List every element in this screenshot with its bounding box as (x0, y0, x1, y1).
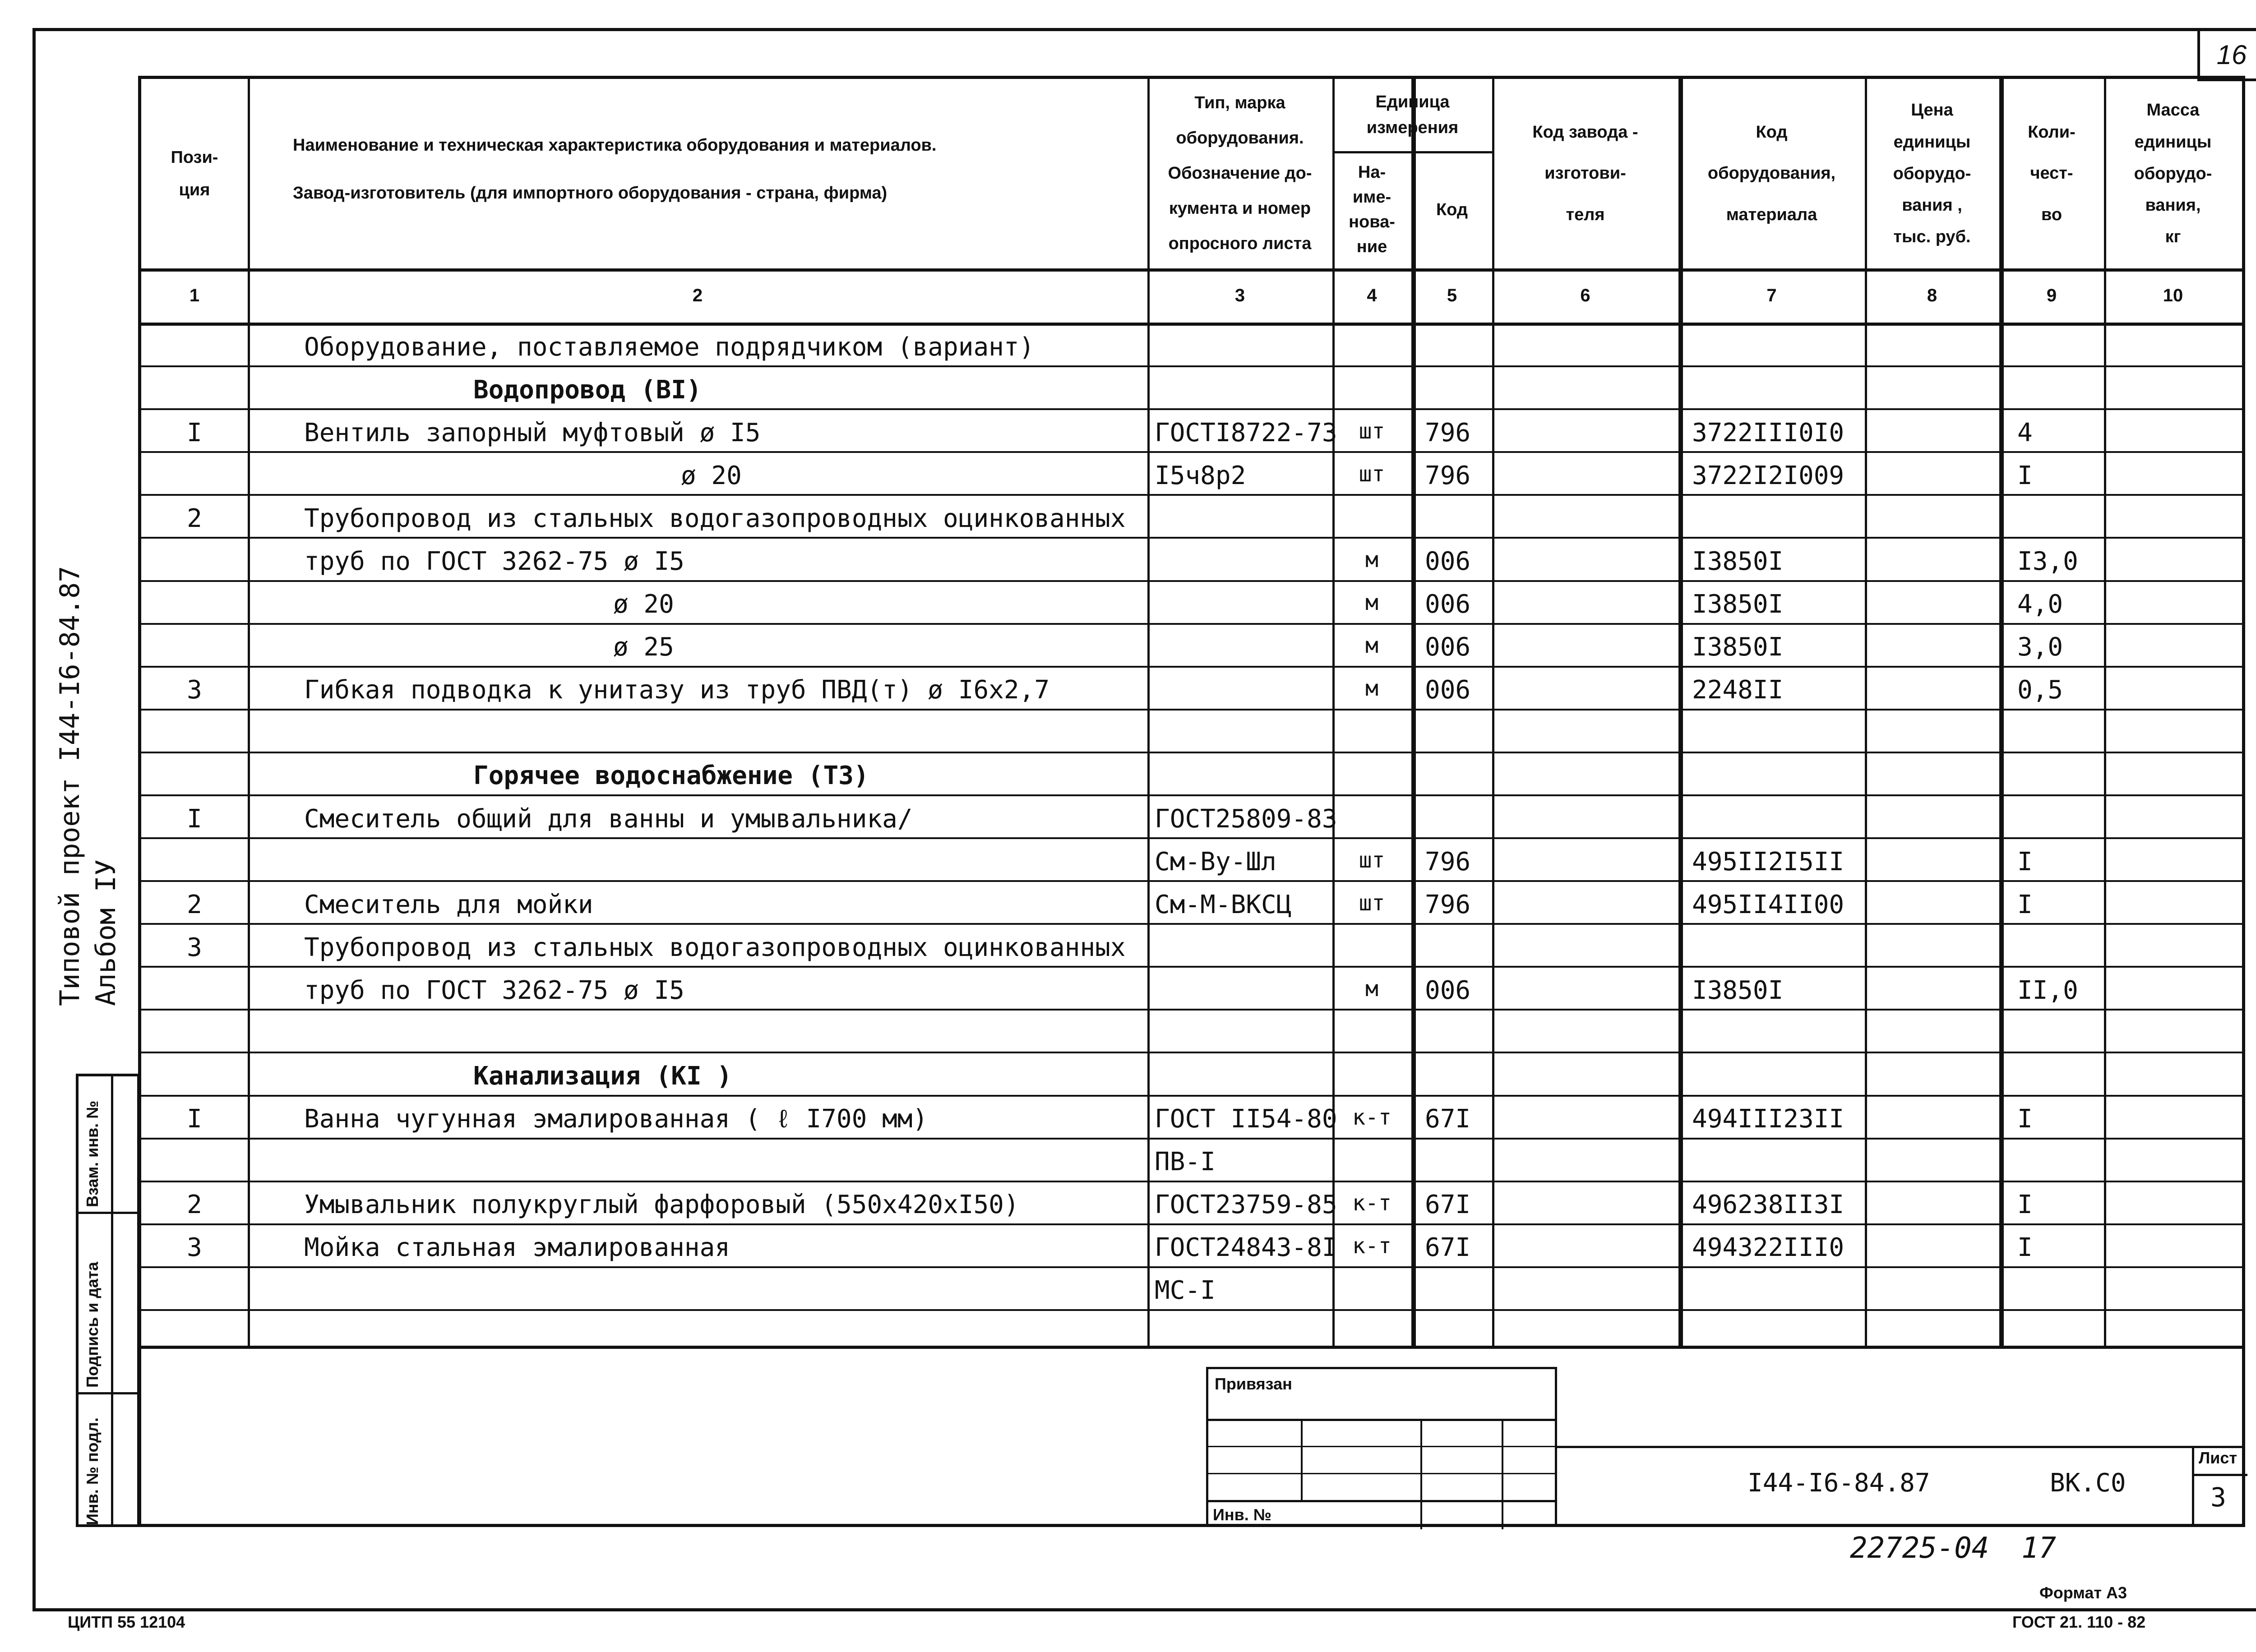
header-factory-code: Код завода - изготови- теля (1532, 123, 1638, 224)
cell-name: Умывальник полукруглый фарфоровый (550х420хI50) (304, 1190, 1019, 1220)
handwritten-number: 22725-04 (1850, 1532, 1989, 1565)
tsitp-label: ЦИТП 55 12104 (68, 1613, 185, 1631)
cell-pos: 3 (187, 1233, 202, 1263)
stamp-label-vzam: Взам. инв. № (83, 1100, 102, 1207)
cell-unit: к-т (1352, 1191, 1392, 1216)
cell-qty: I (2017, 1104, 2033, 1134)
title-block (138, 1349, 2245, 1527)
cell-name: ø 25 (613, 632, 674, 662)
table-row (141, 1009, 2242, 1052)
col-number-5: 5 (1447, 285, 1457, 305)
col-number-8: 8 (1927, 285, 1937, 305)
col-number-1: 1 (189, 285, 200, 305)
table-row (141, 1095, 2242, 1138)
table-row (141, 1052, 2242, 1094)
cell-pos: 2 (187, 503, 202, 533)
cell-code: 796 (1425, 890, 1471, 919)
cell-mat: 496238II3I (1692, 1190, 1845, 1220)
cell-name: труб по ГОСТ 3262-75 ø I5 (304, 547, 684, 577)
cell-name: труб по ГОСТ 3262-75 ø I5 (304, 975, 684, 1005)
cell-mat: 2248II (1692, 675, 1784, 705)
cell-qty: I (2017, 890, 2033, 919)
col-number-3: 3 (1234, 285, 1245, 305)
col-number-2: 2 (692, 285, 703, 305)
cell-mat: 3722I2I009 (1692, 461, 1845, 490)
cell-pos: I (187, 1104, 202, 1134)
cell-name: Вентиль запорный муфтовый ø I5 (304, 418, 761, 448)
cell-type: I5ч8р2 (1155, 461, 1246, 490)
cell-name: Горячее водоснабжение (Т3) (473, 761, 869, 791)
table-row (141, 623, 2242, 666)
table-row (141, 451, 2242, 494)
cell-unit: шт (1359, 418, 1385, 444)
privyazan-label: Привязан (1215, 1375, 1292, 1393)
inv-no-label: Инв. № (1213, 1505, 1271, 1524)
cell-code: 006 (1425, 675, 1471, 705)
cell-qty: II,0 (2017, 975, 2078, 1005)
side-project-title: Типовой проект I44-I6-84.87 (54, 566, 86, 1006)
table-row (141, 1223, 2242, 1266)
cell-name: Смеситель общий для ванны и умывальника/ (304, 804, 913, 834)
cell-qty: 4 (2017, 418, 2033, 448)
cell-qty: I (2017, 1233, 2033, 1263)
header-material-code: Код оборудования, материала (1707, 123, 1836, 224)
table-row (141, 365, 2242, 408)
cell-unit: м (1365, 590, 1378, 616)
cell-mat: I3850I (1692, 547, 1784, 577)
gost-label: ГОСТ 21. 110 - 82 (2012, 1613, 2146, 1631)
cell-type: ГОСТ24843-8I (1155, 1233, 1337, 1263)
cell-mat: 495II2I5II (1692, 847, 1845, 877)
cell-code: 796 (1425, 847, 1471, 877)
cell-mat: I3850I (1692, 975, 1784, 1005)
cell-code: 796 (1425, 418, 1471, 448)
sheet-box (2192, 1446, 2247, 1527)
stamp-label-inv: Инв. № подл. (83, 1417, 102, 1525)
cell-name: Ванна чугунная эмалированная ( ℓ I700 мм) (304, 1104, 928, 1134)
table-body (141, 323, 2242, 1352)
cell-code: 67I (1425, 1233, 1471, 1263)
cell-qty: I (2017, 461, 2033, 490)
cell-code: 006 (1425, 975, 1471, 1005)
stamp-column (76, 1074, 140, 1527)
header-quantity: Коли- чест- во (2028, 123, 2076, 224)
cell-type: МС-I (1155, 1276, 1216, 1306)
cell-name: Водопровод (BI) (473, 375, 702, 405)
table-row (141, 1309, 2242, 1352)
header-unit-group: Единица измерения (1366, 92, 1459, 137)
table-row (141, 1138, 2242, 1181)
stamp-label-podpis: Подпись и дата (83, 1262, 102, 1388)
cell-pos: I (187, 418, 202, 448)
cell-type: ПВ-I (1155, 1147, 1216, 1177)
cell-code: 006 (1425, 547, 1471, 577)
sheet-label: Лист (2199, 1449, 2238, 1467)
cell-unit: шт (1359, 461, 1385, 487)
header-type: Тип, марка оборудования. Обозначение до- кумента и номер опросного листа (1168, 93, 1312, 253)
doc-code: I44-I6-84.87 (1747, 1468, 1930, 1498)
cell-name: Гибкая подводка к унитазу из труб ПВД(т) ø I6х2,7 (304, 675, 1050, 705)
sheet-number: 3 (2210, 1482, 2226, 1513)
specification-table (138, 76, 2245, 1349)
cell-mat: 495II4II00 (1692, 890, 1845, 919)
cell-pos: 2 (187, 890, 202, 919)
corner-number-box (2197, 28, 2256, 81)
doc-mark: ВК.С0 (2050, 1468, 2126, 1498)
table-row (141, 537, 2242, 580)
side-album: Альбом IУ (90, 859, 122, 1006)
cell-type: ГОСТ23759-85 (1155, 1190, 1337, 1220)
table-row (141, 408, 2242, 451)
cell-code: 796 (1425, 461, 1471, 490)
cell-unit: м (1365, 676, 1378, 701)
cell-qty: I (2017, 1190, 2033, 1220)
cell-unit: шт (1359, 847, 1385, 873)
header-mass: Масса единицы оборудо- вания, кг (2134, 101, 2212, 247)
cell-code: 67I (1425, 1104, 1471, 1134)
cell-name: Смеситель для мойки (304, 890, 593, 919)
cell-mat: 494322III0 (1692, 1233, 1845, 1263)
corner-number: 16 (2216, 39, 2247, 70)
cell-type: ГОСТI8722-73 (1155, 418, 1337, 448)
cell-type: См-Ву-Шл (1155, 847, 1276, 877)
cell-unit: м (1365, 633, 1378, 659)
table-row (141, 880, 2242, 923)
cell-name: Мойка стальная эмалированная (304, 1233, 730, 1263)
handwritten-page: 17 (2021, 1532, 2057, 1565)
cell-qty: I (2017, 847, 2033, 877)
table-row (141, 1266, 2242, 1309)
table-row (141, 494, 2242, 537)
cell-type: См-М-ВКСЦ (1155, 890, 1292, 919)
cell-unit: шт (1359, 890, 1385, 916)
cell-qty: 0,5 (2017, 675, 2063, 705)
table-row (141, 752, 2242, 794)
table-row (141, 323, 2242, 365)
header-position: Пози- ция (171, 148, 218, 199)
header-unit-name: На- име- нова- ние (1349, 162, 1395, 257)
table-row (141, 666, 2242, 709)
cell-pos: 3 (187, 932, 202, 962)
cell-name: ø 20 (613, 590, 674, 619)
table-row (141, 923, 2242, 966)
cell-qty: 4,0 (2017, 590, 2063, 619)
cell-pos: I (187, 804, 202, 834)
col-number-6: 6 (1580, 285, 1590, 305)
col-number-9: 9 (2046, 285, 2057, 305)
cell-name: ø 20 (681, 461, 742, 490)
col-number-7: 7 (1766, 285, 1777, 305)
format-label: Формат А3 (2039, 1583, 2127, 1602)
table-row (141, 1181, 2242, 1223)
cell-type: ГОСТ25809-83 (1155, 804, 1337, 834)
cell-mat: I3850I (1692, 590, 1784, 619)
cell-name: Трубопровод из стальных водогазопроводных оцинкованных (304, 932, 1126, 962)
table-row (141, 580, 2242, 623)
col-number-10: 10 (2163, 285, 2183, 305)
header-name: Наименование и техническая характеристика оборудования и материалов. Завод-изготовитель (для импортного оборудования - страна, фирма) (293, 135, 937, 203)
cell-code: 006 (1425, 590, 1471, 619)
cell-mat: I3850I (1692, 632, 1784, 662)
cell-unit: м (1365, 976, 1378, 1001)
cell-name: Канализация (КI ) (473, 1061, 732, 1091)
table-row (141, 794, 2242, 837)
cell-qty: I3,0 (2017, 547, 2078, 577)
cell-unit: к-т (1352, 1233, 1392, 1259)
cell-code: 006 (1425, 632, 1471, 662)
privyazan-box (1206, 1367, 1557, 1527)
cell-type: ГОСТ II54-80 (1155, 1104, 1337, 1134)
header-price: Цена единицы оборудо- вания , тыс. руб. (1893, 101, 1971, 247)
cell-qty: 3,0 (2017, 632, 2063, 662)
table-row (141, 966, 2242, 1009)
cell-name: Оборудование, поставляемое подрядчиком (вариант) (304, 332, 1035, 362)
table-row (141, 709, 2242, 752)
col-number-4: 4 (1367, 285, 1377, 305)
cell-mat: 494III23II (1692, 1104, 1845, 1134)
cell-mat: 3722III0I0 (1692, 418, 1845, 448)
cell-name: Трубопровод из стальных водогазопроводных оцинкованных (304, 503, 1126, 533)
table-row (141, 837, 2242, 880)
cell-unit: м (1365, 547, 1378, 573)
cell-pos: 2 (187, 1190, 202, 1220)
cell-unit: к-т (1352, 1105, 1392, 1131)
cell-pos: 3 (187, 675, 202, 705)
cell-code: 67I (1425, 1190, 1471, 1220)
header-unit-code: Код (1436, 200, 1468, 219)
